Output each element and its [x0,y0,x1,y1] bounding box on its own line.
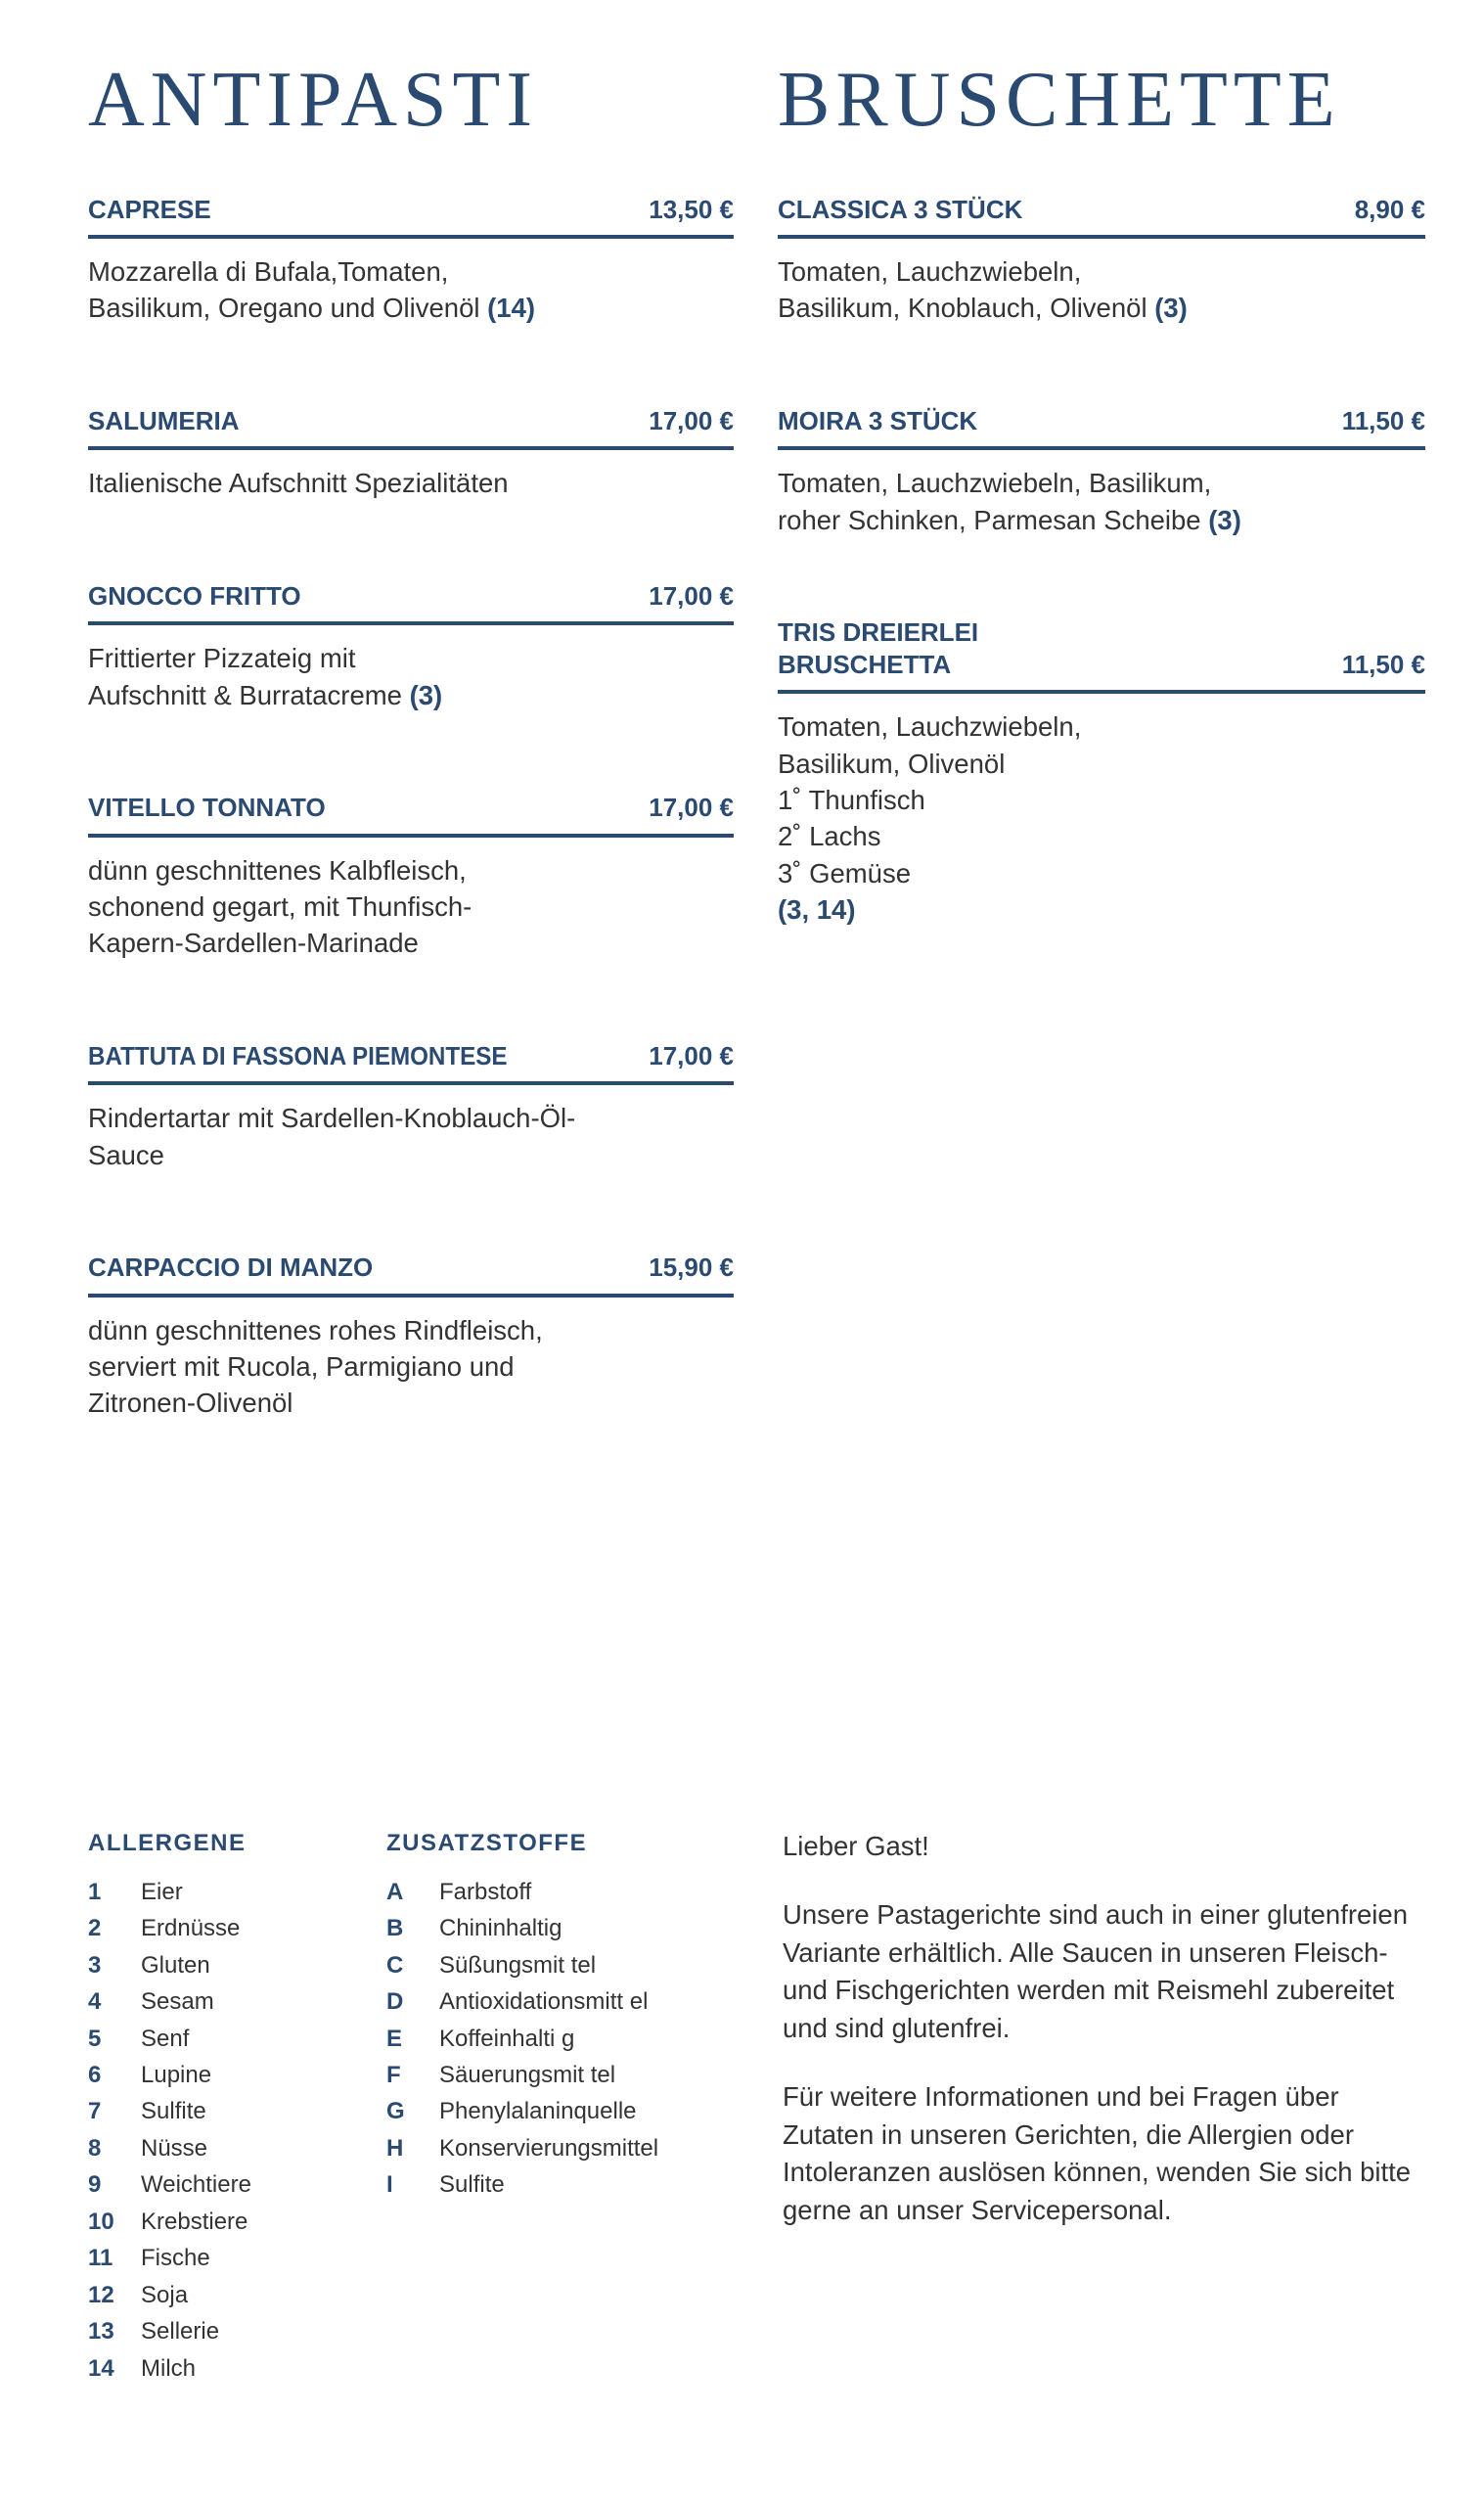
item-price: 13,50 € [649,194,734,224]
allergens-section [88,1828,328,2387]
item-title-row [88,1252,734,1298]
allergen-number: 8 [88,2134,102,2162]
allergen-label: Sesam [141,1988,214,2016]
menu-grid [88,57,1425,1422]
additive-letter: I [386,2171,393,2199]
item-description [88,253,734,327]
item-description [88,852,734,962]
guest-note-paragraph: Für weitere Informationen und bei Fragen über Zutaten in unseren Gerichten, die Allergien oder Intoleranzen auslösen können, wenden Sie sich bitte gerne an unser Servicepersonal. [783,2081,1412,2225]
additive-label: Antioxidationsmitt el [439,1988,649,2016]
description-line: Tomaten, Lauchzwiebeln, [778,711,1082,743]
item-price: 17,00 € [649,405,734,435]
description-line [778,891,1425,928]
additive-letter: F [386,2062,401,2089]
legend-row [88,2021,328,2057]
allergen-label: Sellerie [141,2318,220,2346]
allergen-label: Sulfite [141,2098,206,2125]
description-line: schonend gegart, mit Thunfisch- [88,890,472,922]
allergen-label: Soja [141,2281,189,2308]
allergen-number: 5 [88,2025,102,2052]
item-title-row [88,580,734,626]
description-line: serviert mit Rucola, Parmigiano und [88,1350,515,1382]
additive-label: Sulfite [439,2171,505,2199]
legend-row [88,2350,328,2387]
item-title-row [88,792,734,838]
menu-item [88,194,734,327]
item-price: 8,90 € [1354,194,1425,224]
allergen-number: 9 [88,2171,102,2199]
item-name [88,1252,373,1284]
item-name-line: GNOCCO FRITTO [88,580,301,611]
legend-row [88,2166,328,2203]
item-price: 11,50 € [1341,649,1425,679]
description-line: Basilikum, Knoblauch, Olivenöl (3) [778,293,1188,324]
legend-row [88,1947,328,1983]
description-line: 3˚ Gemüse [778,857,912,888]
legend-row [88,2240,328,2276]
item-name-line: CARPACCIO DI MANZO [88,1252,374,1282]
additive-label: Chininhaltig [439,1915,562,1942]
item-description [88,640,734,713]
guest-note-greeting: Lieber Gast! [783,1830,929,1861]
legend-row [88,2313,328,2349]
item-name [778,616,978,680]
item-title-row [88,1040,734,1086]
description-line: Tomaten, Lauchzwiebeln, [778,256,1082,288]
item-name [88,405,240,437]
description-line: dünn geschnittenes Kalbfleisch, [88,854,467,886]
description-line: Frittierter Pizzateig mit [88,643,356,674]
item-name [88,580,301,613]
item-description [88,1312,734,1422]
allergen-label: Gluten [141,1951,210,1979]
guest-note-paragraph: Unsere Pastagerichte sind auch in einer glutenfreien Variante erhältlich. Alle Saucen in unseren Fleisch- und Fischgerichten werden mit Reismehl zubereitet und sind glutenfrei. [783,1899,1408,2043]
section-title: ANTIPASTI [88,57,538,143]
additives-section [386,1828,724,2387]
item-title-row [88,194,734,240]
item-price: 11,50 € [1341,405,1425,435]
item-name [88,194,211,226]
description-line: Basilikum, Olivenöl [778,748,1006,779]
menu-item [88,1040,734,1173]
item-description [778,253,1425,327]
item-title-row [778,194,1425,240]
allergen-label: Senf [141,2025,190,2052]
allergen-number: 12 [88,2281,114,2308]
allergen-label: Nüsse [141,2134,208,2162]
item-name-line: SALUMERIA [88,405,240,435]
section-title: BRUSCHETTE [778,57,1341,143]
description-line: 1˚ Thunfisch [778,784,925,815]
allergen-number: 13 [88,2318,114,2346]
allergen-reference: (3) [1208,504,1241,535]
description-line: 2˚ Lachs [778,821,881,852]
description-line: Tomaten, Lauchzwiebeln, Basilikum, [778,468,1212,499]
description-line: Zitronen-Olivenöl [88,1388,293,1419]
allergen-number: 7 [88,2098,102,2125]
additive-label: Säuerungsmit tel [439,2062,616,2089]
allergen-label: Erdnüsse [141,1915,241,1942]
description-line: Basilikum, Oregano und Olivenöl (14) [88,293,536,324]
additive-label: Farbstoff [439,1878,532,1905]
item-price: 17,00 € [649,580,734,611]
allergen-number: 1 [88,1878,102,1905]
allergen-number: 4 [88,1988,102,2016]
item-description [88,1100,734,1173]
legend-row [386,2021,724,2057]
legend-row [386,2166,724,2203]
menu-section-antipasti [88,57,734,1422]
guest-note-paragraphs [783,1896,1425,2229]
additive-letter: D [386,1988,404,2016]
additive-label: Konservierungsmittel [439,2134,659,2162]
description-line: Mozzarella di Bufala,Tomaten, [88,256,449,288]
allergen-number: 10 [88,2208,114,2235]
item-name-line: VITELLO TONNATO [88,793,326,823]
legend-row [88,2130,328,2166]
footer [88,1828,1425,2387]
item-name [778,194,1022,226]
menu-item [778,405,1425,538]
allergen-reference: (14) [487,293,536,324]
allergen-reference: (3) [409,679,443,710]
item-description [778,708,1425,928]
menu-item [778,194,1425,327]
allergen-reference: (3, 14) [778,894,856,926]
legend-row [88,1874,328,1910]
additive-letter: B [386,1915,404,1942]
legend-row [386,1910,724,1946]
allergen-number: 3 [88,1951,102,1979]
menu-item [778,616,1425,928]
additives-title: ZUSATZSTOFFE [386,1829,588,1856]
allergen-label: Krebstiere [141,2208,248,2235]
allergen-label: Eier [141,1878,183,1905]
allergen-label: Milch [141,2354,197,2382]
legend-row [88,2057,328,2093]
menu-item [88,792,734,962]
allergen-label: Fische [141,2245,210,2272]
item-price: 17,00 € [649,1040,734,1070]
legend-row [386,2130,724,2166]
legend-row [386,1947,724,1983]
additive-letter: C [386,1951,404,1979]
allergen-label: Weichtiere [141,2171,251,2199]
allergen-number: 14 [88,2354,114,2382]
additive-letter: A [386,1878,404,1905]
item-title-row [88,405,734,451]
item-name-line: CAPRESE [88,194,211,224]
legend-row [88,2277,328,2313]
description-line: Rindertartar mit Sardellen-Knoblauch-Öl- [88,1103,576,1134]
legend-row [88,1983,328,2020]
legend-row [88,1910,328,1946]
additive-letter: G [386,2098,405,2125]
additives-list [386,1874,724,2204]
allergens-list [88,1874,328,2387]
item-price: 17,00 € [649,793,734,823]
item-name [88,1040,508,1072]
item-title-row [778,405,1425,451]
allergen-reference: (3) [1154,293,1188,324]
item-description [88,465,734,501]
item-name [88,792,326,824]
menu-item [88,1252,734,1422]
item-name-line: CLASSICA 3 STÜCK [778,194,1023,224]
item-name-line: MOIRA 3 STÜCK [778,405,978,435]
menu-item [88,405,734,502]
item-price: 15,90 € [649,1252,734,1282]
item-name-line: TRIS DREIERLEI [778,617,979,648]
guest-note [783,1828,1425,2387]
item-name-line: BRUSCHETTA [778,649,952,679]
description-line: Italienische Aufschnitt Spezialitäten [88,468,509,499]
allergen-number: 11 [88,2245,113,2272]
item-name-line: BATTUTA DI FASSONA PIEMONTESE [88,1040,508,1070]
allergen-label: Lupine [141,2062,212,2089]
menu-section-bruschette [778,57,1425,1422]
legend-row [386,1874,724,1910]
legend-row [386,2093,724,2129]
additive-label: Süßungsmit tel [439,1951,597,1979]
description-line: dünn geschnittenes rohes Rindfleisch, [88,1314,543,1345]
item-name [778,405,977,437]
legend-row [88,2204,328,2240]
additive-letter: E [386,2025,403,2052]
legend-row [386,2057,724,2093]
menu-item [88,580,734,713]
description-line: Sauce [88,1139,164,1170]
additive-label: Koffeinhalti g [439,2025,575,2052]
allergen-number: 6 [88,2062,102,2089]
item-description [778,465,1425,538]
legend-row [88,2093,328,2129]
legend-row [386,1983,724,2020]
description-line: Aufschnitt & Burratacreme (3) [88,679,443,710]
item-title-row [778,616,1425,694]
allergens-title: ALLERGENE [88,1829,247,1856]
allergen-number: 2 [88,1915,102,1942]
additive-label: Phenylalaninquelle [439,2098,637,2125]
description-line: Kapern-Sardellen-Marinade [88,928,419,959]
description-line: roher Schinken, Parmesan Scheibe (3) [778,504,1241,535]
additive-letter: H [386,2134,404,2162]
